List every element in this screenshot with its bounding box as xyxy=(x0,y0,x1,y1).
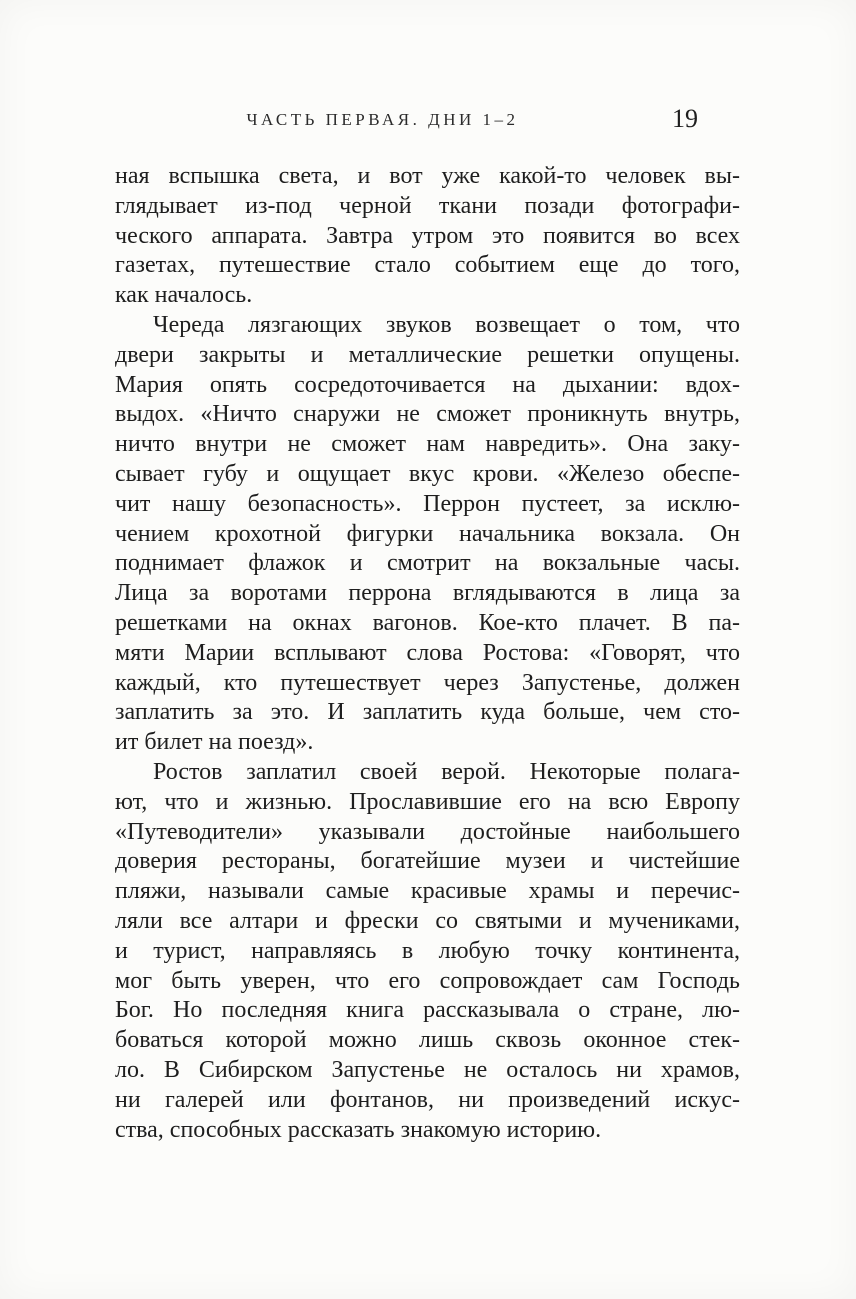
text-line: ства, способных рассказать знакомую историю. xyxy=(115,1116,602,1143)
text-line: заплатить за это. И заплатить куда больше, чем сто- xyxy=(115,699,740,726)
text-line: доверия рестораны, богатейшие музеи и чистейшие xyxy=(115,848,740,875)
text-line: Ростов заплатил своей верой. Некоторые полага- xyxy=(153,758,740,785)
text-line: мяти Марии всплывают слова Ростова: «Говорят, что xyxy=(115,639,740,666)
text-line: ляли все алтари и фрески со святыми и мучениками, xyxy=(115,907,740,934)
text-line: мог быть уверен, что его сопровождает сам Господь xyxy=(115,967,740,994)
text-line: ческого аппарата. Завтра утром это появится во всех xyxy=(115,222,740,249)
text-line: сывает губу и ощущает вкус крови. «Железо обеспе- xyxy=(115,460,740,487)
text-line: ничто внутри не сможет нам навредить». Она заку- xyxy=(115,431,740,458)
text-line: поднимает флажок и смотрит на вокзальные часы. xyxy=(115,550,740,577)
text-line: глядывает из-под черной ткани позади фотографи- xyxy=(115,192,740,219)
text-line: ют, что и жизнью. Прославившие его на всю Европу xyxy=(115,788,740,815)
text-line: ни галерей или фонтанов, ни произведений искус- xyxy=(115,1086,740,1113)
text-line: Лица за воротами перрона вглядываются в лица за xyxy=(115,580,740,607)
page-header-row xyxy=(115,104,740,140)
text-line: чит нашу безопасность». Перрон пустеет, за исклю- xyxy=(115,490,740,517)
running-header: ЧАСТЬ ПЕРВАЯ. ДНИ 1–2 xyxy=(246,110,519,129)
text-line: ная вспышка света, и вот уже какой-то человек вы- xyxy=(115,163,740,189)
page-number: 19 xyxy=(672,104,698,133)
text-line: Череда лязгающих звуков возвещает о том, что xyxy=(153,311,740,338)
text-line: двери закрыты и металлические решетки опущены. xyxy=(115,341,740,368)
text-line: ло. В Сибирском Запустенье не осталось ни храмов, xyxy=(115,1056,740,1083)
text-line: Мария опять сосредоточивается на дыхании: вдох- xyxy=(115,371,740,398)
text-line: пляжи, называли самые красивые храмы и перечис- xyxy=(115,878,740,905)
text-line: и турист, направляясь в любую точку континента, xyxy=(115,937,740,964)
text-line: боваться которой можно лишь сквозь оконное стек- xyxy=(115,1027,740,1054)
text-line: чением крохотной фигурки начальника вокзала. Он xyxy=(115,520,740,547)
text-line: выдох. «Ничто снаружи не сможет проникнуть внутрь, xyxy=(115,401,740,428)
text-block xyxy=(115,162,740,1145)
text-line: ит билет на поезд». xyxy=(115,729,314,756)
text-line: каждый, кто путешествует через Запустенье, должен xyxy=(115,669,740,696)
text-line: решетками на окнах вагонов. Кое-кто плачет. В па- xyxy=(115,609,740,636)
text-line: газетах, путешествие стало событием еще до того, xyxy=(115,252,740,279)
text-line: Бог. Но последняя книга рассказывала о стране, лю- xyxy=(115,997,740,1024)
text-line: как началось. xyxy=(115,282,253,309)
text-line: «Путеводители» указывали достойные наибольшего xyxy=(115,818,740,845)
